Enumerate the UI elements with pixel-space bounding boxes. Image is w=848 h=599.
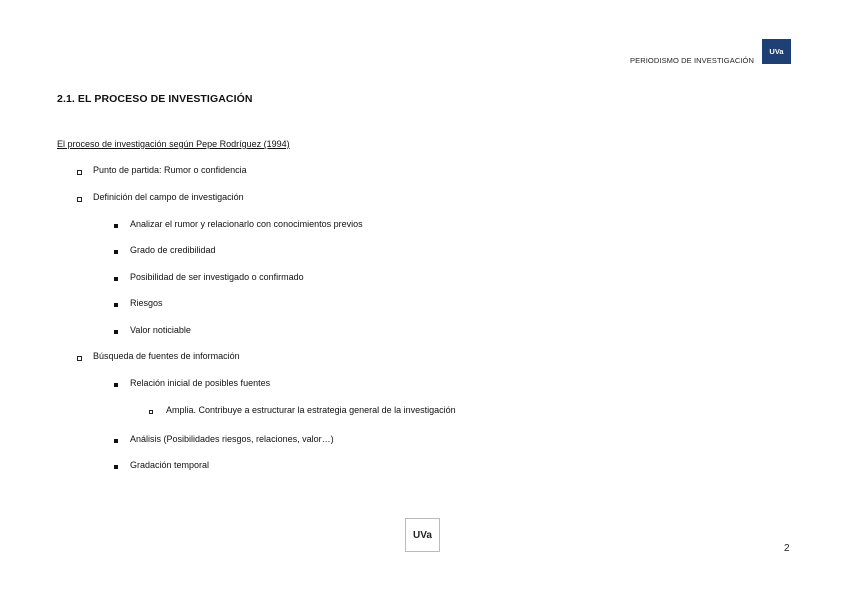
solid-square-bullet-icon xyxy=(114,439,118,443)
uva-logo-header: UVa xyxy=(762,39,791,64)
list-item-level1: Búsqueda de fuentes de información xyxy=(93,351,240,361)
solid-square-bullet-icon xyxy=(114,465,118,469)
list-item-level3: Amplia. Contribuye a estructurar la estrategia general de la investigación xyxy=(166,405,456,415)
solid-square-bullet-icon xyxy=(114,330,118,334)
solid-square-bullet-icon xyxy=(114,250,118,254)
list-item-level2: Valor noticiable xyxy=(130,325,191,335)
uva-logo-footer: UVa xyxy=(405,518,440,552)
solid-square-bullet-icon xyxy=(114,277,118,281)
hollow-square-bullet-icon xyxy=(77,197,82,202)
list-item-level2: Grado de credibilidad xyxy=(130,245,216,255)
list-item-level2: Analizar el rumor y relacionarlo con conocimientos previos xyxy=(130,219,363,229)
list-item-level1: Punto de partida: Rumor o confidencia xyxy=(93,165,247,175)
list-item-level2: Riesgos xyxy=(130,298,163,308)
solid-square-bullet-icon xyxy=(114,224,118,228)
list-item-level2: Relación inicial de posibles fuentes xyxy=(130,378,271,388)
subtitle: El proceso de investigación según Pepe Rodríguez (1994) xyxy=(57,139,290,149)
page-number: 2 xyxy=(784,543,790,554)
hollow-square-bullet-icon xyxy=(149,410,153,414)
section-title: 2.1. EL PROCESO DE INVESTIGACIÓN xyxy=(57,93,253,105)
list-item-level2: Gradación temporal xyxy=(130,460,210,470)
solid-square-bullet-icon xyxy=(114,383,118,387)
list-item-level2: Análisis (Posibilidades riesgos, relaciones, valor…) xyxy=(130,434,334,444)
list-item-level2: Posibilidad de ser investigado o confirmado xyxy=(130,272,304,282)
hollow-square-bullet-icon xyxy=(77,356,82,361)
list-item-level1: Definición del campo de investigación xyxy=(93,192,244,202)
hollow-square-bullet-icon xyxy=(77,170,82,175)
header-title: PERIODISMO DE INVESTIGACIÓN xyxy=(630,56,754,65)
solid-square-bullet-icon xyxy=(114,303,118,307)
